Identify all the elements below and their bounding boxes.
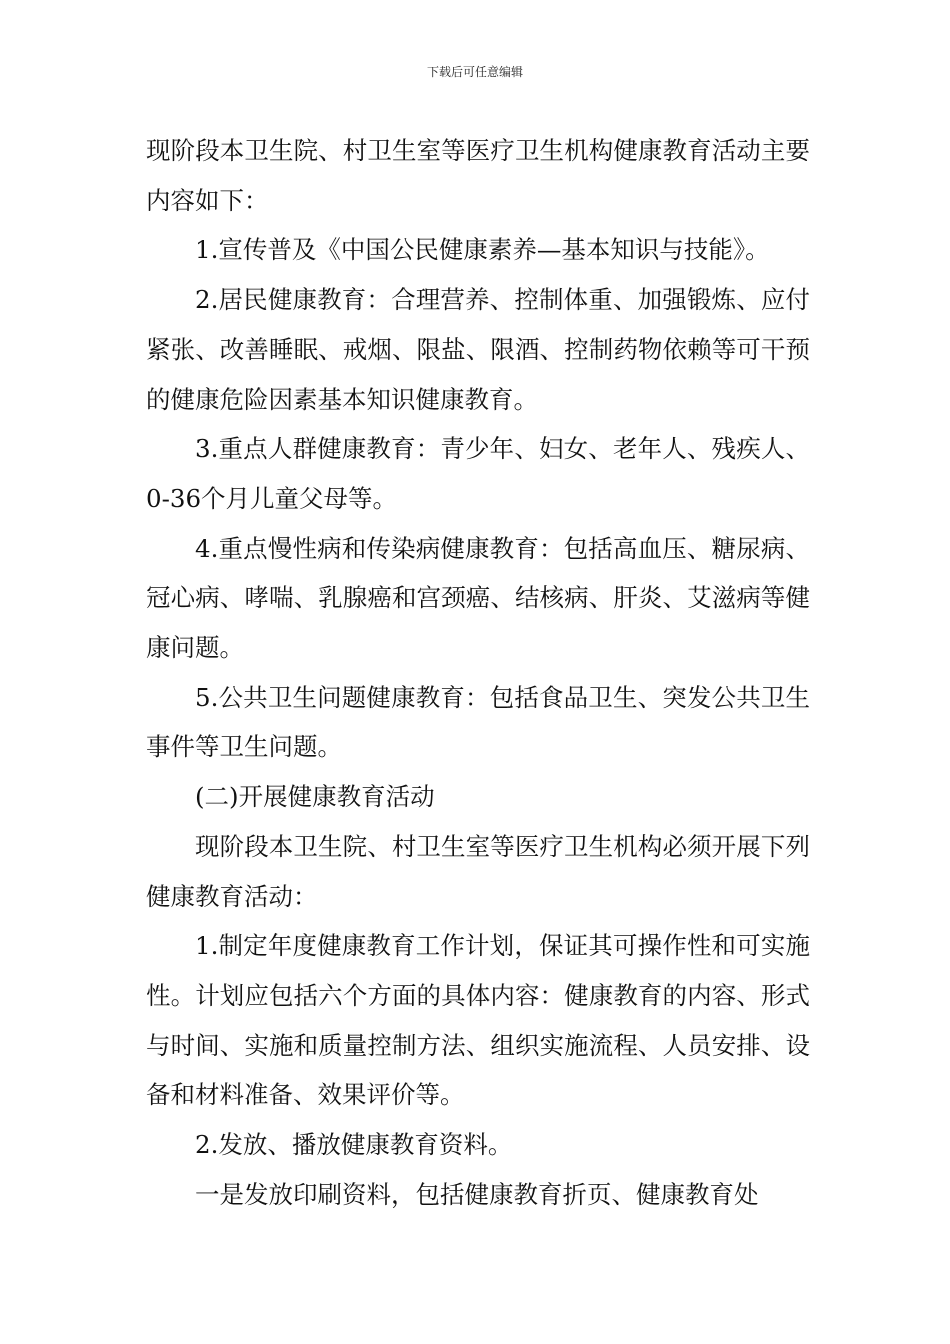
page-header: 下载后可任意编辑 [426, 65, 523, 79]
paragraph-activity-2: 2.发放、播放健康教育资料。 [195, 1130, 513, 1160]
document-body [146, 126, 810, 1219]
paragraph-item-4: 4.重点慢性病和传染病健康教育：包括高血压、糖尿病、冠心病、哮喘、乳腺癌和宫颈癌、结核病、肝炎、艾滋病等健康问题。 [146, 533, 810, 663]
paragraph-materials: 一是发放印刷资料，包括健康教育折页、健康教育处 [195, 1179, 759, 1209]
paragraph-activities-intro: 现阶段本卫生院、村卫生室等医疗卫生机构必须开展下列健康教育活动： [146, 831, 810, 911]
section-heading: (二)开展健康教育活动 [195, 782, 435, 812]
paragraph-item-2: 2.居民健康教育：合理营养、控制体重、加强锻炼、应付紧张、改善睡眠、戒烟、限盐、限酒、控制药物依赖等可干预的健康危险因素基本知识健康教育。 [146, 285, 810, 414]
paragraph-activity-1: 1.制定年度健康教育工作计划，保证其可操作性和可实施性。计划应包括六个方面的具体内容：健康教育的内容、形式与时间、实施和质量控制方法、组织实施流程、人员安排、设备和材料准备、效果评价等。 [146, 931, 810, 1110]
paragraph-item-3: 3.重点人群健康教育：青少年、妇女、老年人、残疾人、0-36个月儿童父母等。 [146, 434, 810, 513]
paragraph-item-1: 1.宣传普及《中国公民健康素养—基本知识与技能》。 [195, 235, 770, 265]
paragraph-intro: 现阶段本卫生院、村卫生室等医疗卫生机构健康教育活动主要内容如下： [146, 136, 810, 215]
paragraph-item-5: 5.公共卫生问题健康教育：包括食品卫生、突发公共卫生事件等卫生问题。 [146, 682, 810, 762]
